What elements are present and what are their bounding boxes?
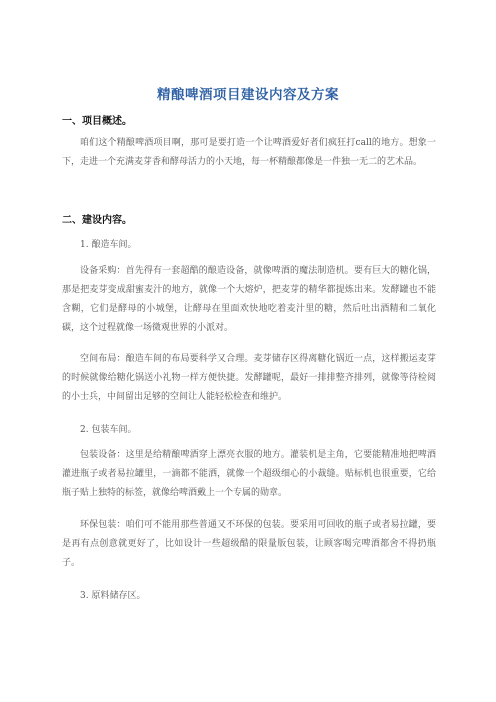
section-heading-overview: 一、项目概述。 xyxy=(62,116,132,127)
subsection-label-brewing: 1. 酿造车间。 xyxy=(80,240,137,250)
section-heading-content: 二、建设内容。 xyxy=(62,215,132,226)
subsection-label-storage: 3. 原料储存区。 xyxy=(80,591,146,601)
brewing-layout-paragraph: 空间布局：酿造车间的布局要科学又合理。麦芽储存区得离糖化锅近一点，这样搬运麦芽的时候就像给糖化锅送小礼物一样方便快捷。发酵罐呢，最好一排排整齐排列，就像等待检阅的小士兵，中间留出足够的空间让人能轻松检查和维护。 xyxy=(62,354,436,402)
packaging-equipment-paragraph: 包装设备：这里是给精酿啤酒穿上漂亮衣服的地方。灌装机是主角，它要能精准地把啤酒灌进瓶子或者易拉罐里，一滴都不能洒，就像一个超级细心的小裁缝。贴标机也很重要，它给瓶子贴上独特的标签，就像给啤酒戴上一个专属的勋章。 xyxy=(62,450,436,498)
eco-packaging-paragraph: 环保包装：咱们可不能用那些普通又不环保的包装。要采用可回收的瓶子或者易拉罐，要是再有点创意就更好了，比如设计一些超级酷的限量版包装，让顾客喝完啤酒都舍不得扔瓶子。 xyxy=(62,520,436,568)
document-title: 精酿啤酒项目建设内容及方案 xyxy=(157,87,339,103)
brewing-equipment-paragraph: 设备采购：首先得有一套超酷的酿造设备，就像啤酒的魔法制造机。要有巨大的糖化锅，那是把麦芽变成甜蜜麦汁的地方，就像一个大熔炉，把麦芽的精华都提炼出来。发酵罐也不能含糊，它们是酵母的小城堡，让酵母在里面欢快地吃着麦汁里的糖，然后吐出酒精和二氧化碳，这个过程就像一场微观世界的小派对。 xyxy=(62,266,436,333)
subsection-label-packaging: 2. 包装车间。 xyxy=(80,425,137,435)
overview-paragraph: 咱们这个精酿啤酒项目啊，那可是要打造一个让啤酒爱好者们疯狂打call的地方。想象一下，走进一个充满麦芽香和酵母活力的小天地，每一杯精酿都像是一件独一无二的艺术品。 xyxy=(62,138,436,167)
